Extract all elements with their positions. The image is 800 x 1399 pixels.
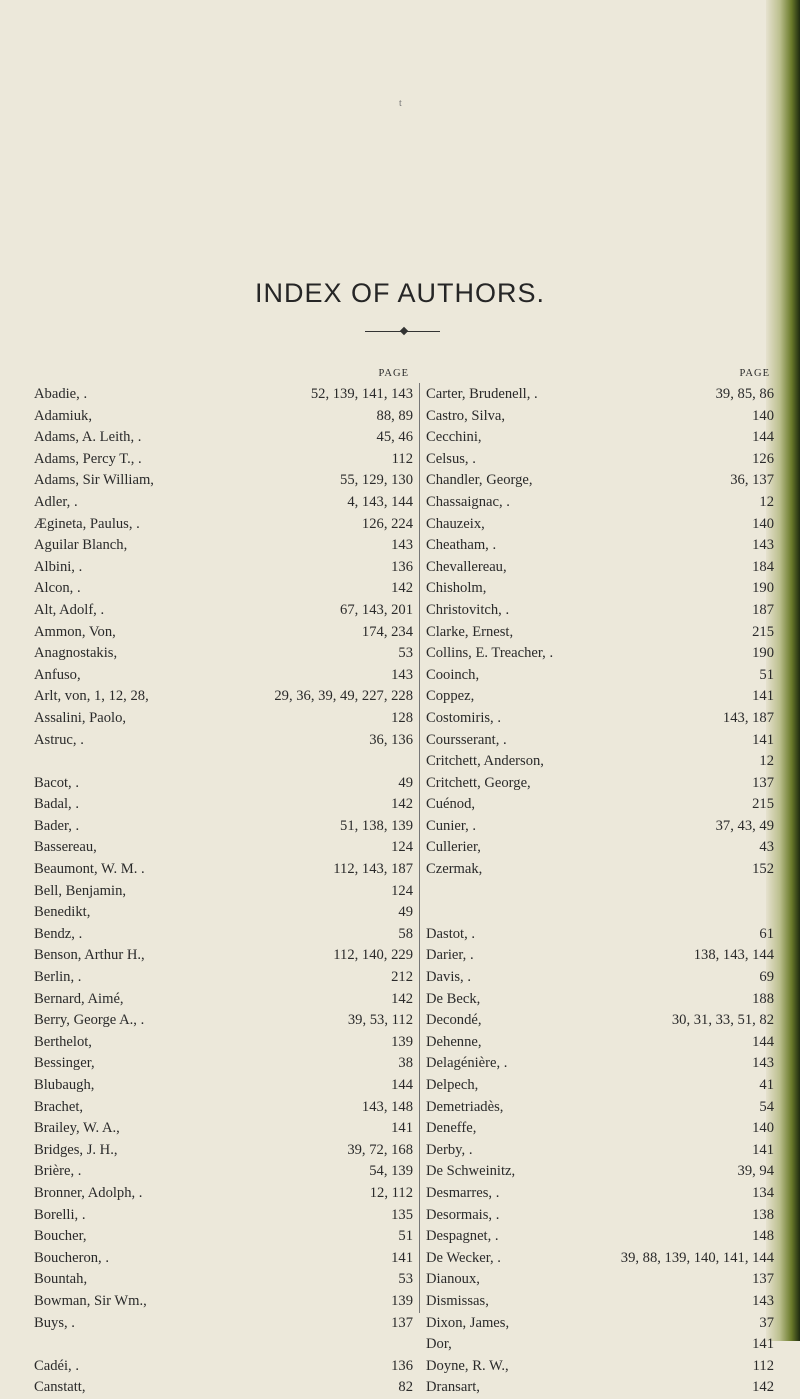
author-name: Bronner, Adolph, . (34, 1184, 143, 1201)
page-numbers: 144 (752, 1033, 774, 1050)
author-name: Benson, Arthur H., (34, 947, 145, 964)
page-numbers: 143 (752, 1055, 774, 1072)
author-name: De Beck, (426, 990, 481, 1007)
index-entry (426, 514, 774, 536)
author-name: Delagénière, . (426, 1055, 508, 1072)
page-numbers: 43 (759, 839, 774, 856)
page-numbers: 39, 88, 139, 140, 141, 144 (620, 1249, 774, 1266)
author-name: Cullerier, (426, 839, 481, 856)
right-entries (426, 384, 774, 1399)
page-numbers: 140 (752, 1120, 774, 1137)
index-entry (34, 384, 413, 406)
author-name: Critchett, Anderson, (426, 753, 544, 770)
page-numbers: 52, 139, 141, 143 (310, 386, 413, 402)
index-entry (426, 406, 774, 428)
page-numbers: 37, 43, 49 (715, 817, 774, 834)
author-name: Bassereau, (34, 839, 97, 856)
author-name: Chandler, George, (426, 472, 533, 489)
author-name: Bowman, Sir Wm., (34, 1292, 147, 1309)
index-entry (34, 730, 413, 752)
author-name: Dransart, (426, 1379, 480, 1396)
index-entry (426, 1248, 774, 1270)
index-entry (426, 816, 774, 838)
author-name: Bessinger, (34, 1055, 95, 1072)
author-name: Anagnostakis, (34, 645, 118, 662)
index-entry (426, 427, 774, 449)
page-numbers: 143 (391, 537, 413, 554)
index-entry (426, 1075, 774, 1097)
page-numbers: 137 (752, 1271, 774, 1288)
index-entry (34, 1313, 413, 1335)
page-numbers: 124 (391, 839, 413, 856)
index-entry (426, 1377, 774, 1399)
page-heading-left: PAGE (378, 368, 409, 379)
author-name: Cadéi, . (34, 1357, 79, 1374)
page-numbers: 141 (752, 1141, 774, 1158)
page-numbers: 37 (759, 1314, 774, 1331)
right-column (426, 363, 774, 1399)
author-name: Brachet, (34, 1098, 84, 1115)
author-name: Canstatt, (34, 1379, 86, 1396)
section-gap (34, 751, 413, 773)
page-numbers: 187 (752, 601, 774, 618)
index-entry (426, 1356, 774, 1378)
author-name: Deneffe, (426, 1120, 477, 1137)
page-numbers: 55, 129, 130 (340, 472, 413, 489)
page-numbers: 142 (391, 990, 413, 1007)
index-entry (34, 1269, 413, 1291)
page-title: INDEX OF AUTHORS. (254, 278, 546, 308)
page-numbers: 4, 143, 144 (347, 493, 413, 510)
index-entry (426, 751, 774, 773)
page-numbers: 12 (759, 753, 774, 770)
author-name: Cheatham, . (426, 537, 497, 554)
index-entry (34, 837, 413, 859)
page-numbers: 141 (752, 688, 774, 705)
section-gap (426, 902, 774, 924)
page-numbers: 174, 234 (361, 623, 413, 640)
index-entry (426, 1140, 774, 1162)
author-name: Delpech, (426, 1077, 479, 1093)
index-entry (426, 945, 774, 967)
page-numbers: 139 (391, 1292, 413, 1309)
author-name: Berthelot, (34, 1033, 92, 1050)
index-entry (426, 794, 774, 816)
index-entry (34, 794, 413, 816)
page-numbers: 36, 136 (369, 731, 413, 748)
author-name: Costomiris, . (426, 709, 502, 726)
index-entry (426, 730, 774, 752)
index-entry (426, 924, 774, 946)
author-name: Bountah, (34, 1271, 88, 1288)
author-name: Carter, Brudenell, . (426, 386, 538, 402)
page-numbers: 140 (752, 515, 774, 532)
page-numbers: 139 (391, 1033, 413, 1050)
index-entry (426, 1010, 774, 1032)
author-name: Adamiuk, (34, 407, 92, 424)
page-numbers: 39, 53, 112 (347, 1012, 413, 1029)
author-name: Bacot, . (34, 774, 79, 791)
index-entry (426, 665, 774, 687)
index-entry (34, 967, 413, 989)
page-numbers: 138 (752, 1206, 774, 1223)
page-numbers: 152 (752, 861, 774, 878)
page-numbers: 141 (391, 1249, 413, 1266)
index-entry (34, 514, 413, 536)
page-numbers: 12 (759, 493, 774, 510)
index-entry (426, 1097, 774, 1119)
index-entry (426, 837, 774, 859)
author-name: Adams, Percy T., . (34, 450, 142, 467)
page-numbers: 143 (391, 666, 413, 683)
page-numbers: 41 (759, 1077, 774, 1093)
index-entry (426, 622, 774, 644)
author-name: Astruc, . (34, 731, 84, 748)
author-name: Badal, . (34, 796, 79, 813)
page-numbers: 51 (398, 1228, 413, 1245)
author-name: Dianoux, (426, 1271, 480, 1288)
author-name: Beaumont, W. M. . (34, 861, 145, 878)
index-entry (34, 406, 413, 428)
author-name: Alt, Adolf, . (34, 601, 105, 618)
index-entry (426, 1053, 774, 1075)
header-mark: t (399, 98, 402, 109)
page-numbers: 124 (391, 882, 413, 899)
author-name: Chevallereau, (426, 558, 507, 575)
index-entry (34, 924, 413, 946)
page-numbers: 67, 143, 201 (340, 601, 413, 618)
left-entries (34, 384, 413, 1399)
index-entry (426, 686, 774, 708)
author-name: Adler, . (34, 493, 78, 510)
author-name: De Schweinitz, (426, 1163, 516, 1180)
author-name: Abadie, . (34, 386, 88, 402)
page-numbers: 54 (759, 1098, 774, 1115)
page-numbers: 61 (759, 925, 774, 942)
page-numbers: 134 (752, 1184, 774, 1201)
page-numbers: 142 (391, 796, 413, 813)
author-name: Adams, A. Leith, . (34, 429, 142, 446)
author-name: Despagnet, . (426, 1228, 499, 1245)
index-entry (34, 557, 413, 579)
page-heading-right: PAGE (739, 368, 770, 379)
index-entry (426, 449, 774, 471)
page-numbers: 12, 112 (369, 1184, 413, 1201)
page-numbers: 82 (398, 1379, 413, 1396)
author-name: Benedikt, (34, 904, 91, 921)
author-name: Cunier, . (426, 817, 477, 834)
index-entry (34, 816, 413, 838)
index-entry (34, 535, 413, 557)
author-name: Chauzeix, (426, 515, 485, 532)
page-numbers: 39, 72, 168 (347, 1141, 413, 1158)
index-entry (34, 945, 413, 967)
page-numbers: 36, 137 (730, 472, 774, 489)
author-name: Cuénod, (426, 796, 476, 813)
page-numbers: 69 (759, 969, 774, 986)
index-entry (34, 989, 413, 1011)
index-entry (34, 686, 413, 708)
page-numbers: 138, 143, 144 (693, 947, 774, 964)
index-entry (34, 470, 413, 492)
author-name: Darier, . (426, 947, 474, 964)
page-numbers: 126 (752, 450, 774, 467)
author-name: Blubaugh, (34, 1077, 95, 1093)
author-name: Clarke, Ernest, (426, 623, 514, 640)
author-name: Celsus, . (426, 450, 476, 467)
author-name: Boucheron, . (34, 1249, 109, 1266)
author-name: Bridges, J. H., (34, 1141, 118, 1158)
author-name: Collins, E. Treacher, . (426, 645, 554, 662)
index-entry (34, 1010, 413, 1032)
index-entry (34, 1356, 413, 1378)
index-entry (34, 1291, 413, 1313)
index-entry (34, 1118, 413, 1140)
index-entry (34, 622, 413, 644)
page-numbers: 49 (398, 904, 413, 921)
index-entry (426, 535, 774, 557)
page-numbers: 190 (752, 645, 774, 662)
author-name: Critchett, George, (426, 774, 531, 791)
index-entry (426, 1291, 774, 1313)
author-name: Dehenne, (426, 1033, 482, 1050)
page-numbers: 137 (391, 1314, 413, 1331)
page-numbers: 135 (391, 1206, 413, 1223)
author-name: Assalini, Paolo, (34, 709, 127, 726)
author-name: Cooinch, (426, 666, 480, 683)
page-numbers: 126, 224 (361, 515, 413, 532)
page-numbers: 215 (752, 796, 774, 813)
index-entry (34, 1377, 413, 1399)
author-name: Alcon, . (34, 580, 81, 597)
index-entry (426, 578, 774, 600)
index-entry (426, 1161, 774, 1183)
author-name: Dismissas, (426, 1292, 489, 1309)
index-entry (426, 470, 774, 492)
index-entry (426, 643, 774, 665)
page-numbers: 184 (752, 558, 774, 575)
author-name: Bendz, . (34, 925, 83, 942)
page-numbers: 136 (391, 558, 413, 575)
author-name: Dixon, James, (426, 1314, 510, 1331)
author-name: Chisholm, (426, 580, 487, 597)
index-entry (426, 1334, 774, 1356)
author-name: Aguilar Blanch, (34, 537, 128, 554)
page-numbers: 112 (752, 1357, 774, 1374)
page-numbers: 144 (391, 1077, 413, 1093)
author-name: Dastot, . (426, 925, 476, 942)
index-entry (426, 557, 774, 579)
author-name: Brière, . (34, 1163, 82, 1180)
page-numbers: 140 (752, 407, 774, 424)
page-numbers: 136 (391, 1357, 413, 1374)
index-entry (426, 967, 774, 989)
author-name: Ægineta, Paulus, . (34, 515, 140, 532)
page-numbers: 58 (398, 925, 413, 942)
author-name: Borelli, . (34, 1206, 86, 1223)
page-numbers: 143 (752, 1292, 774, 1309)
author-name: Dor, (426, 1336, 452, 1353)
index-entry (34, 881, 413, 903)
page-numbers: 88, 89 (376, 407, 413, 424)
page-numbers: 39, 85, 86 (715, 386, 774, 402)
author-name: Arlt, von, 1, 12, 28, (34, 688, 149, 705)
author-name: Albini, . (34, 558, 83, 575)
index-entry (426, 773, 774, 795)
page-numbers: 53 (398, 645, 413, 662)
page-numbers: 51 (759, 666, 774, 683)
page-numbers: 143, 187 (722, 709, 774, 726)
index-entry (34, 600, 413, 622)
index-entry (426, 1226, 774, 1248)
author-name: Christovitch, . (426, 601, 510, 618)
author-name: Ammon, Von, (34, 623, 116, 640)
author-name: Adams, Sir William, (34, 472, 154, 489)
index-entry (34, 1075, 413, 1097)
index-entry (34, 1032, 413, 1054)
page-numbers: 39, 94 (737, 1163, 774, 1180)
index-entry (34, 643, 413, 665)
index-entry (34, 449, 413, 471)
author-name: Coppez, (426, 688, 475, 705)
author-name: Castro, Silva, (426, 407, 506, 424)
page-numbers: 30, 31, 33, 51, 82 (671, 1012, 774, 1029)
author-name: Buys, . (34, 1314, 75, 1331)
index-entry (426, 1205, 774, 1227)
author-name: Coursserant, . (426, 731, 507, 748)
page-numbers: 188 (752, 990, 774, 1007)
page-numbers: 112 (391, 450, 413, 467)
section-gap (34, 1334, 413, 1356)
author-name: Bader, . (34, 817, 80, 834)
author-name: Derby, . (426, 1141, 473, 1158)
page-numbers: 51, 138, 139 (340, 817, 413, 834)
index-entry (426, 989, 774, 1011)
index-entry (34, 1226, 413, 1248)
index-entry (34, 1053, 413, 1075)
author-name: Anfuso, (34, 666, 81, 683)
index-entry (426, 1118, 774, 1140)
index-entry (34, 427, 413, 449)
author-name: Berlin, . (34, 969, 82, 986)
index-entry (34, 1183, 413, 1205)
author-name: Desmarres, . (426, 1184, 500, 1201)
author-name: Davis, . (426, 969, 471, 986)
index-entry (34, 708, 413, 730)
page-numbers: 49 (398, 774, 413, 791)
index-entry (34, 773, 413, 795)
index-entry (426, 600, 774, 622)
author-name: Berry, George A., . (34, 1012, 145, 1029)
author-name: Chassaignac, . (426, 493, 510, 510)
page-numbers: 141 (752, 731, 774, 748)
index-entry (426, 384, 774, 406)
index-entry (426, 492, 774, 514)
author-name: Demetriadès, (426, 1098, 504, 1115)
index-entry (34, 902, 413, 924)
index-entry (34, 1248, 413, 1270)
author-name: Doyne, R. W., (426, 1357, 509, 1374)
page-numbers: 137 (752, 774, 774, 791)
index-entry (34, 1097, 413, 1119)
author-name: De Wecker, . (426, 1249, 501, 1266)
page-numbers: 148 (752, 1228, 774, 1245)
index-entry (426, 1183, 774, 1205)
left-column (34, 363, 413, 1399)
author-name: Bernard, Aimé, (34, 990, 124, 1007)
index-entry (426, 1032, 774, 1054)
author-name: Czermak, (426, 861, 483, 878)
page-numbers: 190 (752, 580, 774, 597)
page-numbers: 38 (398, 1055, 413, 1072)
page-numbers: 54, 139 (369, 1163, 413, 1180)
index-entry (426, 859, 774, 881)
index-entry (426, 1269, 774, 1291)
page-numbers: 141 (391, 1120, 413, 1137)
index-entry (34, 1161, 413, 1183)
page-numbers: 142 (752, 1379, 774, 1396)
page-numbers: 112, 140, 229 (333, 947, 413, 964)
column-divider (419, 383, 420, 1313)
page-numbers: 143 (752, 537, 774, 554)
author-name: Desormais, . (426, 1206, 500, 1223)
page-numbers: 143, 148 (361, 1098, 413, 1115)
index-entry (34, 665, 413, 687)
author-name: Bell, Benjamin, (34, 882, 127, 899)
page-numbers: 128 (391, 709, 413, 726)
author-name: Boucher, (34, 1228, 87, 1245)
author-name: Brailey, W. A., (34, 1120, 120, 1137)
page-numbers: 212 (391, 969, 413, 986)
page-numbers: 144 (752, 429, 774, 446)
author-name: Cecchini, (426, 429, 482, 446)
author-name: Decondé, (426, 1012, 482, 1029)
index-entry (426, 1313, 774, 1335)
index-entry (34, 859, 413, 881)
index-entry (34, 1140, 413, 1162)
page-numbers: 45, 46 (376, 429, 413, 446)
section-gap (426, 881, 774, 903)
page-numbers: 29, 36, 39, 49, 227, 228 (274, 688, 413, 705)
page-numbers: 112, 143, 187 (333, 861, 413, 878)
diamond-ornament (400, 327, 408, 335)
index-entry (426, 708, 774, 730)
page-numbers: 141 (752, 1336, 774, 1353)
page-numbers: 215 (752, 623, 774, 640)
index-entry (34, 1205, 413, 1227)
index-entry (34, 492, 413, 514)
page-numbers: 142 (391, 580, 413, 597)
page-numbers: 53 (398, 1271, 413, 1288)
index-entry (34, 578, 413, 600)
